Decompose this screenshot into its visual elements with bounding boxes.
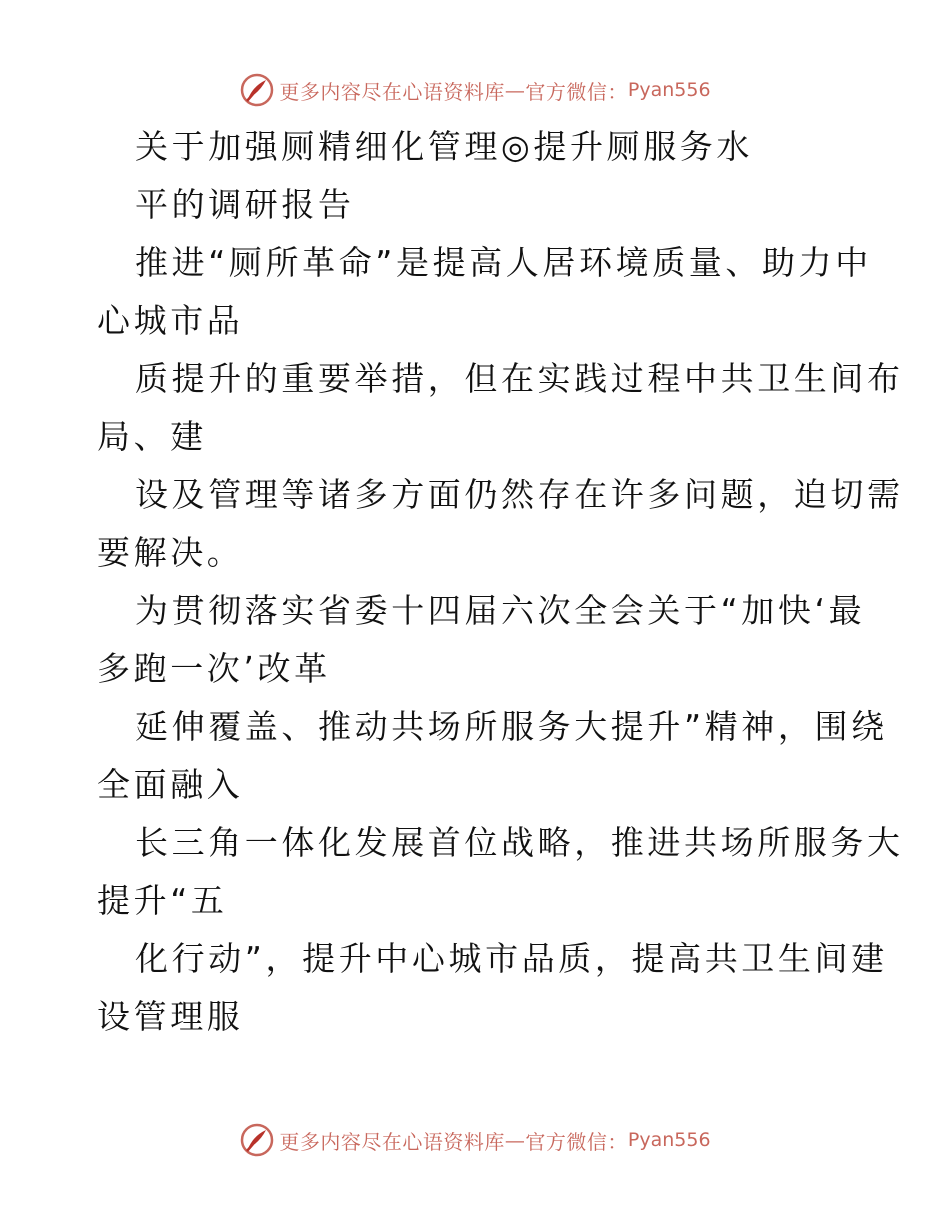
quill-logo-icon xyxy=(239,1122,275,1158)
document-line: 关于加强厕精细化管理◎提升厕服务水 xyxy=(135,127,753,166)
quill-logo-icon xyxy=(239,72,275,108)
document-line: 设及管理等诸多方面仍然存在许多问题，迫切需 xyxy=(135,475,904,514)
header-watermark xyxy=(0,70,950,110)
document-line: 提升“五 xyxy=(97,881,228,920)
document-line: 要解决。 xyxy=(97,533,244,572)
document-line: 多跑一次’改革 xyxy=(97,649,331,688)
footer-watermark xyxy=(0,1120,950,1160)
document-line: 全面融入 xyxy=(97,765,244,804)
document-line: 为贯彻落实省委十四届六次全会关于“加快‘最 xyxy=(135,591,866,630)
watermark-contact: 官方微信： xyxy=(525,79,628,104)
document-line: 心城市品 xyxy=(97,301,244,340)
document-line: 设管理服 xyxy=(97,997,244,1036)
watermark-separator: — xyxy=(504,1128,526,1152)
watermark-separator: — xyxy=(504,78,526,102)
watermark-contact: 官方微信： xyxy=(525,1129,628,1154)
watermark-text: 更多内容尽在心语资料库 xyxy=(279,1129,505,1154)
watermark-text: 更多内容尽在心语资料库 xyxy=(279,79,505,104)
document-line: 推进“厕所革命”是提高人居环境质量、助力中 xyxy=(135,243,872,282)
document-line: 延伸覆盖、推动共场所服务大提升”精神，围绕 xyxy=(135,707,888,746)
document-line: 质提升的重要举措，但在实践过程中共卫生间布 xyxy=(135,359,904,398)
document-line: 局、建 xyxy=(97,417,207,456)
document-line: 平的调研报告 xyxy=(135,185,355,224)
watermark-id: Pyan556 xyxy=(627,1129,711,1151)
watermark-id: Pyan556 xyxy=(627,79,711,101)
document-line: 化行动”，提升中心城市品质，提高共卫生间建 xyxy=(135,939,888,978)
document-line: 长三角一体化发展首位战略，推进共场所服务大 xyxy=(135,823,904,862)
document-body xyxy=(97,118,904,1046)
